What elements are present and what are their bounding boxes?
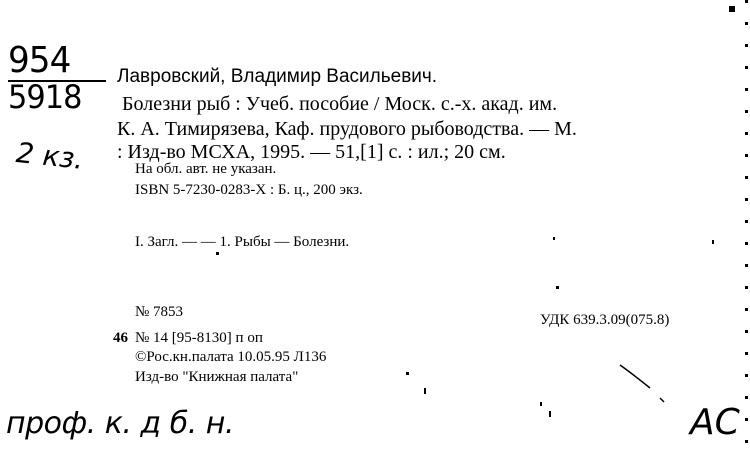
entry-isbn: ISBN 5-7230-0283-X : Б. ц., 200 экз. [135, 182, 363, 198]
handwritten-initials: АС [690, 402, 740, 443]
footer-udk: УДК 639.3.09(075.8) [540, 312, 670, 328]
footer-publisher: Изд-во "Книжная палата" [135, 369, 299, 385]
entry-note: На обл. авт. не указан. [135, 161, 277, 177]
entry-title-line-2: К. А. Тимирязева, Каф. прудового рыбоводства. — М. [117, 118, 577, 140]
footer-number-14: № 14 [95-8130] п оп [135, 330, 263, 346]
entry-title-line-3: : Изд-во МСХА, 1995. — 51,[1] с. : ил.; 20 см. [117, 141, 506, 163]
handwritten-copies-note: 2 кз. [14, 136, 86, 176]
handwritten-call-number-bottom: 5918 [8, 78, 82, 116]
handwritten-reader-group: проф. к. д б. н. [6, 406, 234, 441]
entry-tracing: I. Загл. — — 1. Рыбы — Болезни. [135, 234, 350, 250]
handwritten-call-number-top: 954 [8, 40, 71, 81]
footer-prefix: 46 [113, 330, 128, 346]
footer-book-chamber: ©Рос.кн.палата 10.05.95 Л136 [135, 349, 327, 365]
entry-title-line-1: Болезни рыб : Учеб. пособие / Моск. с.-х. акад. им. [122, 93, 558, 115]
footer-number: № 7853 [135, 304, 184, 320]
entry-author: Лавровский, Владимир Васильевич. [117, 66, 438, 87]
